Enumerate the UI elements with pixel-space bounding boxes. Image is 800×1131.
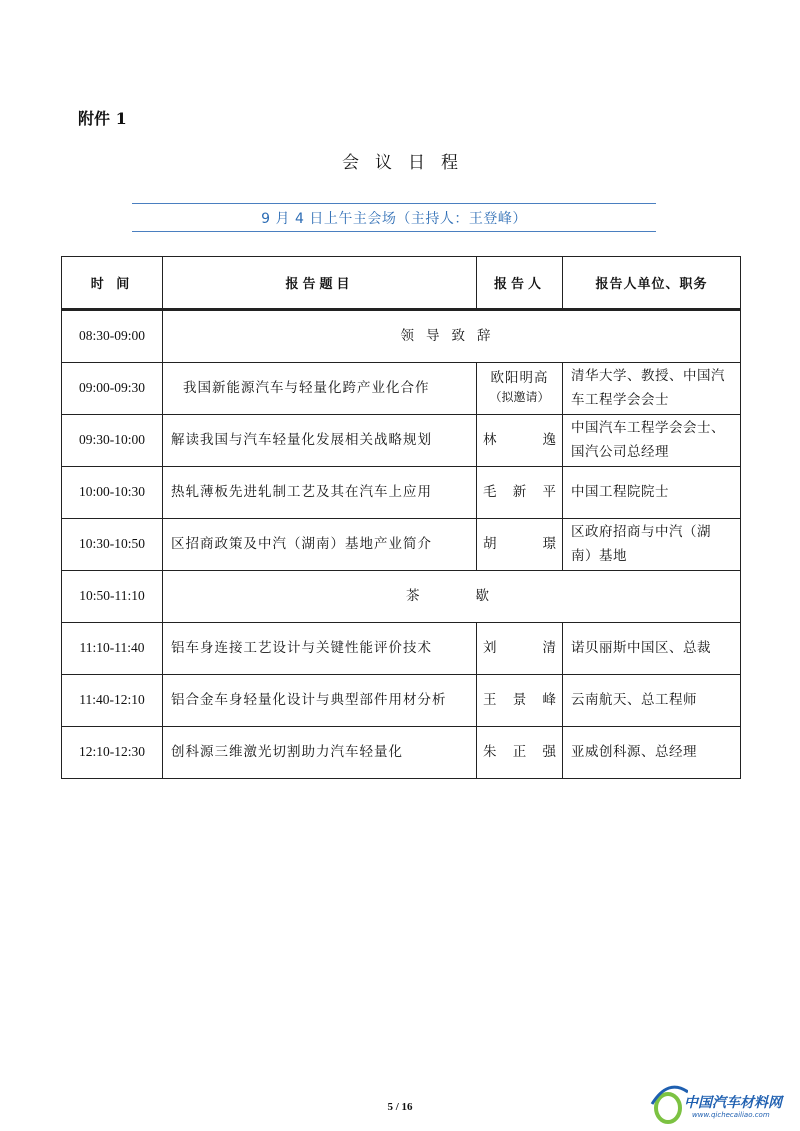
row-topic: 铝合金车身轻量化设计与典型部件用材分析	[163, 674, 477, 726]
speaker-name: 王 景 峰	[483, 691, 556, 708]
row-org: 清华大学、教授、中国汽车工程学会会士	[563, 362, 741, 414]
speaker-name: 朱 正 强	[483, 743, 556, 760]
header-time: 时 间	[62, 257, 163, 309]
attachment-label: 附件 1	[78, 109, 127, 128]
speaker-note: （拟邀请）	[489, 390, 550, 404]
table-row	[62, 726, 741, 778]
row-speaker	[477, 622, 563, 674]
logo-url: www.qichecailiao.com	[692, 1111, 770, 1119]
row-speaker	[477, 466, 563, 518]
row-time: 09:00-09:30	[62, 362, 163, 414]
row-topic: 解读我国与汽车轻量化发展相关战略规划	[163, 414, 477, 466]
row-topic: 热轧薄板先进轧制工艺及其在汽车上应用	[163, 466, 477, 518]
header-org: 报告人单位、职务	[563, 257, 741, 309]
row-time: 10:30-10:50	[62, 518, 163, 570]
table-row	[62, 310, 741, 362]
row-speaker	[477, 518, 563, 570]
row-time: 09:30-10:00	[62, 414, 163, 466]
header-speaker: 报告人	[477, 257, 563, 309]
speaker-name: 刘 清	[483, 639, 556, 656]
table-row	[62, 466, 741, 518]
speaker-name: 欧阳明高	[490, 370, 549, 386]
row-org: 亚威创科源、总经理	[563, 726, 741, 778]
table-row	[62, 414, 741, 466]
row-time: 12:10-12:30	[62, 726, 163, 778]
row-org: 云南航天、总工程师	[563, 674, 741, 726]
row-topic: 领导致辞	[163, 310, 741, 362]
logo-swoosh-icon	[648, 1082, 688, 1126]
speaker-name: 毛 新 平	[483, 483, 556, 500]
row-speaker	[477, 726, 563, 778]
session-heading: 9 月 4 日上午主会场（主持人：王登峰）	[132, 203, 656, 232]
table-header-row	[62, 257, 741, 309]
logo-brand: 中国汽车材料网	[684, 1095, 782, 1111]
row-org: 中国汽车工程学会会士、国汽公司总经理	[563, 414, 741, 466]
row-topic: 茶歇	[163, 570, 741, 622]
row-time: 11:10-11:40	[62, 622, 163, 674]
row-topic: 铝车身连接工艺设计与关键性能评价技术	[163, 622, 477, 674]
row-time: 10:00-10:30	[62, 466, 163, 518]
row-speaker	[477, 362, 563, 414]
page-title: 会议日程	[342, 153, 474, 173]
row-time: 10:50-11:10	[62, 570, 163, 622]
row-time: 11:40-12:10	[62, 674, 163, 726]
row-speaker	[477, 674, 563, 726]
agenda-table	[61, 256, 741, 779]
table-row	[62, 362, 741, 414]
table-row	[62, 570, 741, 622]
speaker-name: 胡 璟	[483, 535, 556, 552]
speaker-name: 林 逸	[483, 431, 556, 448]
header-topic: 报告题目	[163, 257, 477, 309]
row-speaker	[477, 414, 563, 466]
table-row	[62, 518, 741, 570]
row-topic: 创科源三维激光切割助力汽车轻量化	[163, 726, 477, 778]
row-topic: 我国新能源汽车与轻量化跨产业化合作	[163, 362, 477, 414]
page-number: 5 / 16	[387, 1101, 413, 1113]
row-org: 区政府招商与中汽（湖南）基地	[563, 518, 741, 570]
row-topic: 区招商政策及中汽（湖南）基地产业简介	[163, 518, 477, 570]
row-org: 诺贝丽斯中国区、总裁	[563, 622, 741, 674]
table-row	[62, 622, 741, 674]
table-row	[62, 674, 741, 726]
site-logo[interactable]	[648, 1080, 798, 1128]
row-time: 08:30-09:00	[62, 310, 163, 362]
row-org: 中国工程院院士	[563, 466, 741, 518]
